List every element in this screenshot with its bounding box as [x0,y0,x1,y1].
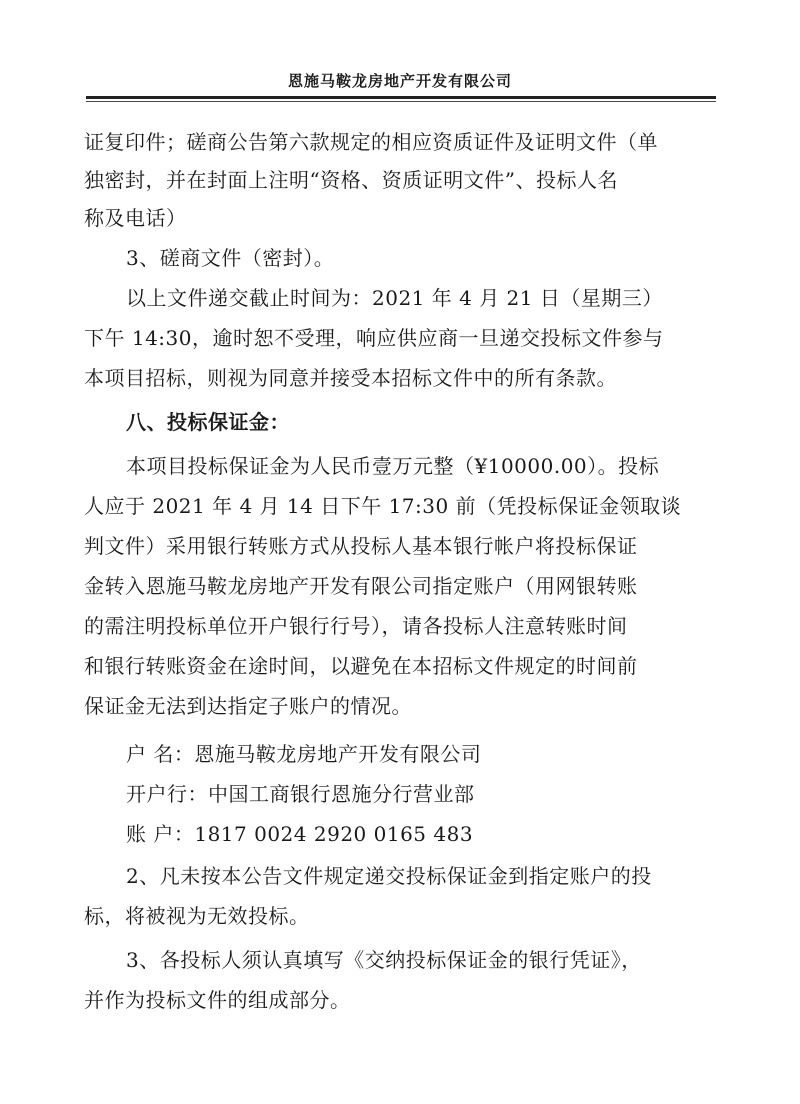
text-line: 3、磋商文件（密封）。 [126,246,335,270]
section-heading: 八、投标保证金： [126,410,290,434]
text-line: 人应于 2021 年 4 月 14 日下午 17:30 前（凭投标保证金领取谈 [84,494,682,518]
text-line: 账 户：1817 0024 2920 0165 483 [126,822,474,846]
text-line: 并作为投标文件的组成部分。 [84,988,351,1012]
text-line: 本项目投标保证金为人民币壹万元整（¥10000.00）。投标 [126,454,660,478]
text-line: 下午 14:30，逾时恕不受理，响应供应商一旦递交投标文件参与 [84,326,664,350]
header-rule-thick [86,96,716,99]
text-line: 3、各投标人须认真填写《交纳投标保证金的银行凭证》， [126,948,642,972]
text-line: 独密封，并在封面上注明“资格、资质证明文件”、投标人名 [84,168,618,192]
text-line: 判文件）采用银行转账方式从投标人基本银行帐户将投标保证 [84,534,638,558]
text-line: 保证金无法到达指定子账户的情况。 [84,694,412,718]
text-line: 开户行：中国工商银行恩施分行营业部 [126,782,475,806]
text-line: 本项目招标，则视为同意并接受本招标文件中的所有条款。 [84,366,617,390]
header-rule-thin [86,101,716,102]
page-header-company: 恩施马鞍龙房地产开发有限公司 [287,72,512,90]
text-line: 和银行转账资金在途时间，以避免在本招标文件规定的时间前 [84,654,638,678]
text-line: 的需注明投标单位开户银行行号），请各投标人注意转账时间 [84,614,628,638]
text-line: 标，将被视为无效投标。 [84,904,310,928]
text-line: 2、凡未按本公告文件规定递交投标保证金到指定账户的投 [126,864,652,888]
text-line: 证复印件；磋商公告第六款规定的相应资质证件及证明文件（单 [84,130,658,154]
text-line: 户 名：恩施马鞍龙房地产开发有限公司 [126,742,482,766]
text-line: 金转入恩施马鞍龙房地产开发有限公司指定账户（用网银转账 [84,574,638,598]
text-line: 称及电话） [84,206,187,230]
text-line: 以上文件递交截止时间为：2021 年 4 月 21 日（星期三） [126,286,663,310]
